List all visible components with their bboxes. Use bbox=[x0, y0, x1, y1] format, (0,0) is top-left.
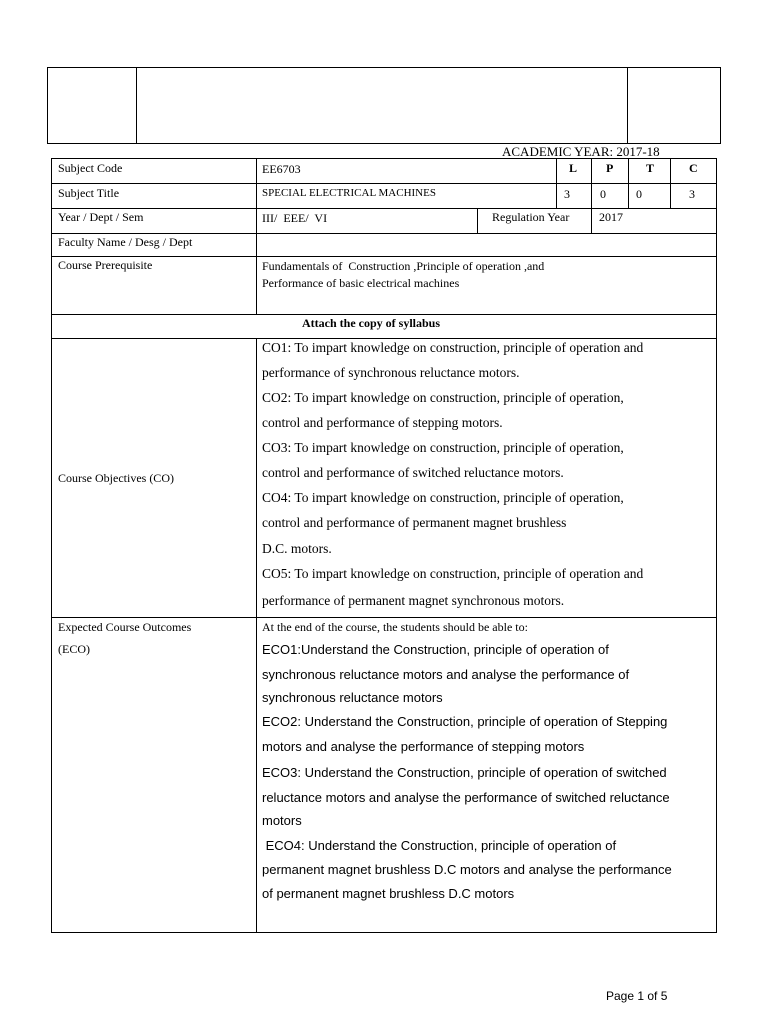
outcomes-label-abbrev: (ECO) bbox=[58, 642, 90, 656]
ltpc-header-t: T bbox=[646, 161, 655, 175]
outcomes-intro: At the end of the course, the students should be able to: bbox=[262, 620, 528, 634]
subject-title-value: SPECIAL ELECTRICAL MACHINES bbox=[262, 187, 436, 199]
objective-line: control and performance of stepping motors. bbox=[262, 415, 503, 430]
academic-year: ACADEMIC YEAR: 2017-18 bbox=[502, 144, 660, 159]
objective-line: CO4: To impart knowledge on construction, principle of operation, bbox=[262, 490, 624, 505]
regulation-year-value: 2017 bbox=[599, 210, 623, 224]
faculty-label: Faculty Name / Desg / Dept bbox=[58, 235, 193, 249]
objective-line: CO5: To impart knowledge on construction, principle of operation and bbox=[262, 566, 644, 581]
regulation-divider bbox=[477, 208, 478, 233]
label-column-divider bbox=[256, 158, 257, 314]
row-line bbox=[51, 338, 717, 339]
objective-line: CO3: To impart knowledge on construction, principle of operation, bbox=[262, 440, 624, 455]
label-column-divider bbox=[256, 338, 257, 933]
objective-line: performance of permanent magnet synchronous motors. bbox=[262, 593, 565, 608]
ltpc-divider bbox=[628, 158, 629, 208]
outcome-line: ECO3: Understand the Construction, principle of operation of switched bbox=[262, 765, 667, 780]
prerequisite-label: Course Prerequisite bbox=[58, 258, 153, 272]
header-divider-left bbox=[136, 67, 137, 144]
row-line bbox=[51, 617, 717, 618]
row-line bbox=[51, 256, 717, 257]
outcome-line: synchronous reluctance motors and analyse the performance of bbox=[262, 667, 630, 682]
ltpc-header-c: C bbox=[689, 161, 698, 175]
ltpc-divider bbox=[556, 158, 557, 208]
objective-line: control and performance of permanent magnet brushless bbox=[262, 515, 567, 530]
outcome-line: ECO1:Understand the Construction, principle of operation of bbox=[262, 642, 609, 657]
row-line bbox=[51, 183, 717, 184]
objective-line: CO2: To impart knowledge on construction, principle of operation, bbox=[262, 390, 624, 405]
ltpc-header-l: L bbox=[569, 161, 578, 175]
ltpc-value-p: 0 bbox=[600, 187, 606, 201]
year-dept-sem-label: Year / Dept / Sem bbox=[58, 210, 144, 224]
prerequisite-line: Performance of basic electrical machines bbox=[262, 276, 460, 290]
regulation-divider bbox=[591, 208, 592, 233]
ltpc-header-p: P bbox=[606, 161, 614, 175]
row-line bbox=[51, 208, 717, 209]
prerequisite-line: Fundamentals of Construction ,Principle of operation ,and bbox=[262, 259, 545, 273]
row-line bbox=[51, 314, 717, 315]
header-divider-right bbox=[627, 67, 628, 144]
ltpc-value-l: 3 bbox=[564, 187, 570, 201]
regulation-year-label: Regulation Year bbox=[492, 210, 570, 224]
year-dept-sem-value: III/ EEE/ VI bbox=[262, 211, 328, 225]
subject-code-label: Subject Code bbox=[58, 161, 123, 175]
outcome-line: motors and analyse the performance of stepping motors bbox=[262, 739, 585, 754]
ltpc-value-t: 0 bbox=[636, 187, 642, 201]
objective-line: D.C. motors. bbox=[262, 541, 332, 556]
outcomes-label: Expected Course Outcomes bbox=[58, 620, 192, 634]
subject-code-value: EE6703 bbox=[262, 162, 301, 176]
outcome-line: ECO4: Understand the Construction, principle of operation of bbox=[262, 838, 617, 853]
outcome-line: reluctance motors and analyse the performance of switched reluctance bbox=[262, 790, 670, 805]
objective-line: control and performance of switched reluctance motors. bbox=[262, 465, 564, 480]
outcome-line: synchronous reluctance motors bbox=[262, 690, 443, 705]
header-box bbox=[47, 67, 721, 144]
outcome-line: motors bbox=[262, 813, 302, 828]
subject-title-label: Subject Title bbox=[58, 186, 120, 200]
page-number: Page 1 of 5 bbox=[606, 989, 668, 1003]
course-table bbox=[51, 158, 717, 933]
ltpc-divider bbox=[591, 158, 592, 208]
outcome-line: of permanent magnet brushless D.C motors bbox=[262, 886, 515, 901]
objectives-label: Course Objectives (CO) bbox=[58, 471, 174, 485]
row-line bbox=[51, 233, 717, 234]
objective-line: performance of synchronous reluctance motors. bbox=[262, 365, 520, 380]
outcome-line: ECO2: Understand the Construction, principle of operation of Stepping bbox=[262, 714, 668, 729]
syllabus-note: Attach the copy of syllabus bbox=[302, 316, 441, 330]
ltpc-divider bbox=[670, 158, 671, 208]
ltpc-value-c: 3 bbox=[689, 187, 695, 201]
outcome-line: permanent magnet brushless D.C motors and analyse the performance bbox=[262, 862, 672, 877]
objective-line: CO1: To impart knowledge on construction, principle of operation and bbox=[262, 340, 644, 355]
